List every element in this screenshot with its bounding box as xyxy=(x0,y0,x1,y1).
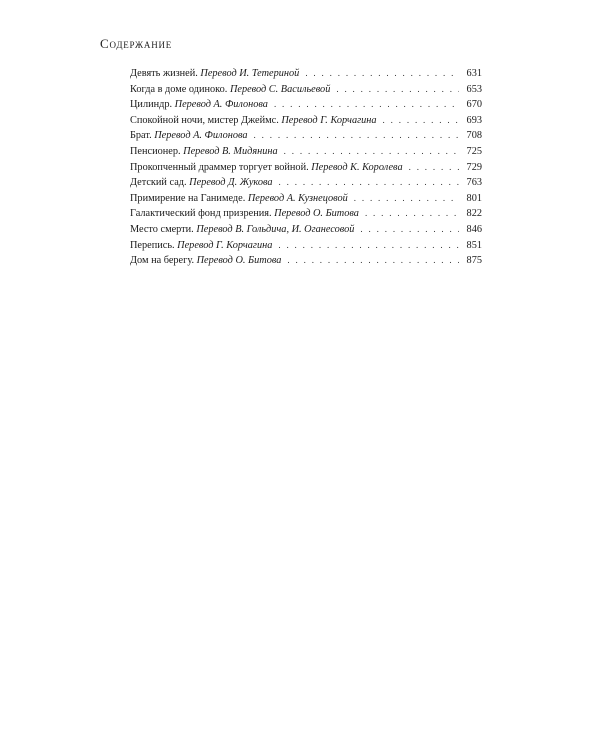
entry-title: Спокойной ночи, мистер Джеймс. xyxy=(130,114,279,126)
toc-entry xyxy=(130,128,482,144)
dot-leader xyxy=(365,206,459,222)
entry-title: Когда в доме одиноко. xyxy=(130,83,228,95)
entry-page-number: 822 xyxy=(466,208,482,220)
entry-translator: Перевод К. Королева xyxy=(311,161,403,173)
dot-leader xyxy=(278,238,459,254)
entry-page-number: 846 xyxy=(466,223,482,235)
dot-leader xyxy=(274,97,459,113)
entry-title: Место смерти. xyxy=(130,223,194,235)
dot-leader xyxy=(279,175,459,191)
entry-translator: Перевод О. Битова xyxy=(274,208,359,220)
toc-entry xyxy=(130,238,482,254)
entry-page-number: 801 xyxy=(466,192,482,204)
toc-entry xyxy=(130,113,482,129)
toc-entry xyxy=(130,82,482,98)
entry-page-number: 670 xyxy=(466,99,482,111)
toc-entry xyxy=(130,222,482,238)
dot-leader xyxy=(409,160,459,176)
entry-title: Галактический фонд призрения. xyxy=(130,208,272,220)
toc-entry xyxy=(130,97,482,113)
entry-title: Дом на берегу. xyxy=(130,255,195,267)
entry-translator: Перевод С. Васильевой xyxy=(229,83,331,95)
entry-translator: Перевод И. Тетериной xyxy=(200,68,300,79)
toc-heading: Содержание xyxy=(100,36,173,51)
entry-title: Цилиндр. xyxy=(130,99,173,111)
entry-page-number: 708 xyxy=(466,130,482,142)
entry-title: Пенсионер. xyxy=(130,145,181,157)
entry-translator: Перевод В. Мидянина xyxy=(183,145,278,157)
dot-leader xyxy=(287,253,459,269)
entry-title: Перепись. xyxy=(130,239,175,251)
entry-title: Детский сад. xyxy=(130,177,187,189)
entry-title: Брат. xyxy=(130,130,152,142)
entry-translator: Перевод Г. Корчагина xyxy=(281,114,377,126)
entry-page-number: 631 xyxy=(466,68,482,79)
entry-page-number: 729 xyxy=(466,161,482,173)
toc-entry xyxy=(130,175,482,191)
entry-page-number: 763 xyxy=(466,177,482,189)
entry-page-number: 693 xyxy=(466,114,482,126)
toc-entry xyxy=(130,206,482,222)
entry-translator: Перевод В. Гольдича, И. Оганесовой xyxy=(196,223,355,235)
entry-translator: Перевод О. Битова xyxy=(196,255,282,267)
entry-title: Девять жизней. xyxy=(130,68,198,79)
entry-translator: Перевод А. Филонова xyxy=(174,99,268,111)
entry-translator: Перевод А. Филонова xyxy=(154,130,248,142)
toc-entry xyxy=(130,144,482,160)
entry-title: Прокопченный драммер торгует войной. xyxy=(130,161,309,173)
dot-leader xyxy=(360,222,459,238)
dot-leader xyxy=(336,82,459,98)
dot-leader xyxy=(284,144,459,160)
entry-page-number: 725 xyxy=(466,145,482,157)
toc-list xyxy=(130,66,482,269)
entry-page-number: 851 xyxy=(466,239,482,251)
toc-entry xyxy=(130,253,482,269)
dot-leader xyxy=(354,191,459,207)
toc-entry xyxy=(130,191,482,207)
entry-title: Примирение на Ганимеде. xyxy=(130,192,246,204)
entry-translator: Перевод Г. Корчагина xyxy=(177,239,273,251)
toc-entry xyxy=(130,66,482,82)
entry-page-number: 875 xyxy=(466,255,482,267)
dot-leader xyxy=(254,128,459,144)
toc-entry xyxy=(130,160,482,176)
dot-leader xyxy=(383,113,459,129)
entry-page-number: 653 xyxy=(466,83,482,95)
entry-translator: Перевод А. Кузнецовой xyxy=(247,192,348,204)
dot-leader xyxy=(305,66,459,82)
entry-translator: Перевод Д. Жукова xyxy=(189,177,273,189)
